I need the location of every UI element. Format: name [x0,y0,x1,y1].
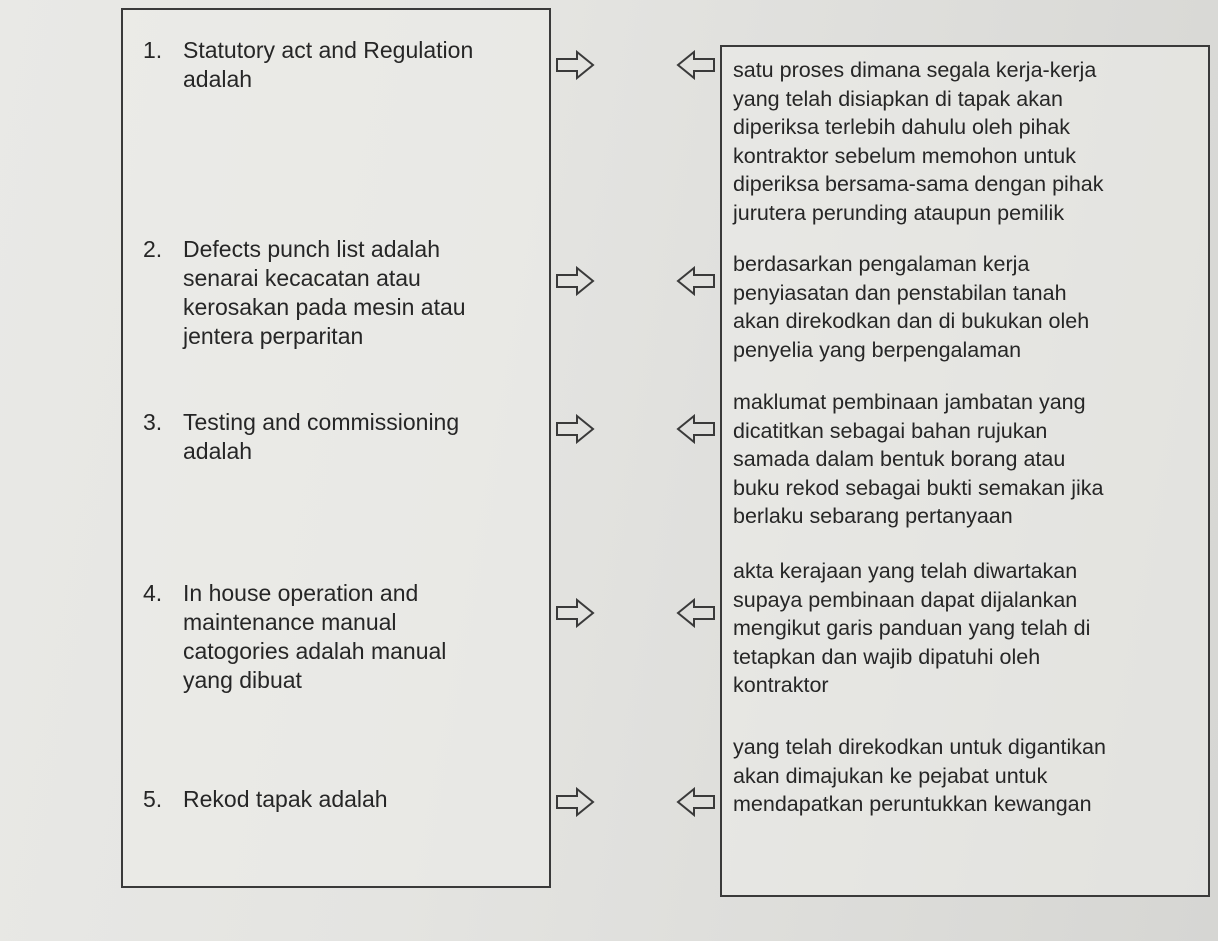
statement-text: Rekod tapak adalah [183,786,388,812]
left-arrow-icon [676,787,716,817]
definition-item-5: yang telah direkodkan untuk digantikan akan dimajukan ke pejabat untuk mendapatkan peruntukkan kewangan [733,735,1106,816]
statement-item-1 [143,36,543,94]
right-arrow-icon [555,50,595,80]
left-arrow-icon [676,50,716,80]
statement-text: Testing and commissioning adalah [183,409,460,464]
definition-item-1: satu proses dimana segala kerja-kerja yang telah disiapkan di tapak akan diperiksa terlebih dahulu oleh pihak kontraktor sebelum memohon untuk diperiksa bersama-sama dengan pihak jurutera perunding ataupun pemilik [733,58,1104,225]
right-arrow-icon [555,266,595,296]
statement-text: Defects punch list adalah senarai kecacatan atau kerosakan pada mesin atau jentera perparitan [183,236,466,349]
statement-number: 2. [143,236,163,262]
statement-number: 1. [143,37,163,63]
statement-text: Statutory act and Regulation adalah [183,37,474,92]
left-arrow-icon [676,266,716,296]
right-arrow-icon [555,787,595,817]
definition-item-3: maklumat pembinaan jambatan yang dicatitkan sebagai bahan rujukan samada dalam bentuk borang atau buku rekod sebagai bukti semakan jika berlaku sebarang pertanyaan [733,390,1104,528]
statement-item-5 [143,785,543,814]
statement-number: 3. [143,409,163,435]
statement-number: 4. [143,580,163,606]
right-arrow-icon [555,414,595,444]
definition-item-2: berdasarkan pengalaman kerja penyiasatan dan penstabilan tanah akan direkodkan dan di bukukan oleh penyelia yang berpengalaman [733,252,1090,362]
left-arrow-icon [676,414,716,444]
statement-item-3 [143,408,543,466]
statement-item-4 [143,579,543,695]
right-arrow-icon [555,598,595,628]
statement-number: 5. [143,786,163,812]
statement-text: In house operation and maintenance manual catogories adalah manual yang dibuat [183,580,447,693]
left-arrow-icon [676,598,716,628]
statement-item-2 [143,235,543,351]
definition-item-4: akta kerajaan yang telah diwartakan supaya pembinaan dapat dijalankan mengikut garis panduan yang telah di tetapkan dan wajib dipatuhi oleh kontraktor [733,559,1091,697]
